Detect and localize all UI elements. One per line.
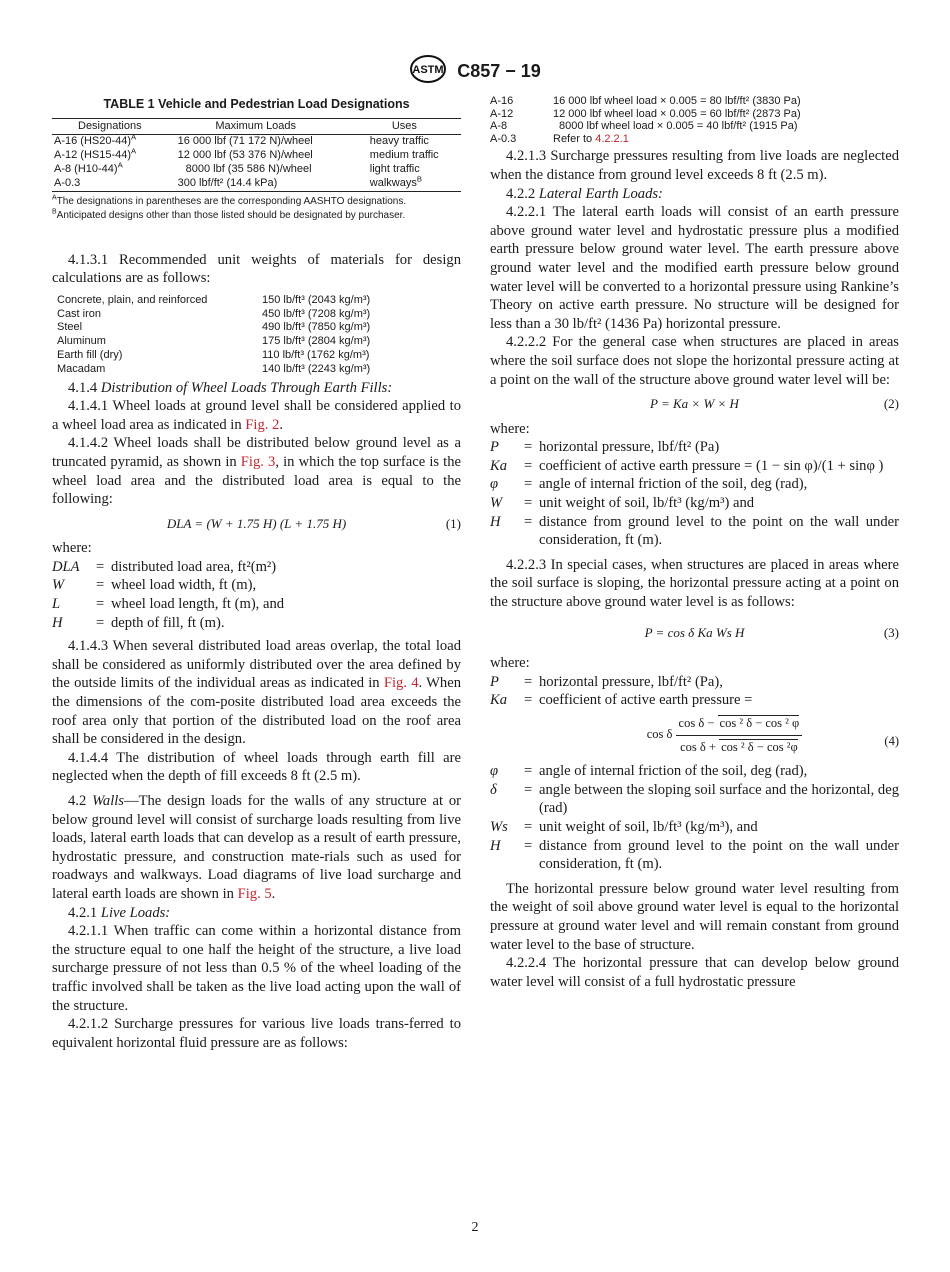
table-row (52, 177, 461, 191)
definition-row: H = distance from ground level to the point on the wall under consideration, ft (m). (490, 513, 899, 549)
paragraph-4-2-1-1: 4.2.1.1 When traffic can come within a horizontal distance from the structure equal to one half the height of the structure, a live load surcharge pressure of not less than 0.5 % of the wheel loading of the traffic involved shall be taken as the live load acting upon the wall of the structure. (52, 923, 461, 1014)
paragraph-4-2-2-2: 4.2.2.2 For the general case when structures are placed in areas where the soil surface does not slope the horizontal pressure acting at a point on the wall of the structure above ground water level will be: (490, 334, 899, 388)
footnote-mark: A (52, 194, 57, 202)
fig-2-link[interactable]: Fig. 2 (245, 416, 280, 433)
table-row (57, 335, 397, 349)
table-cell: 8000 lbf wheel load × 0.005 = 40 lbf/ft² (1915 Pa) (559, 120, 798, 133)
page-header (0, 54, 950, 89)
paragraph-4-1-4-1: 4.1.4.1 Wheel loads at ground level shall be considered applied to a wheel load area as indicated in Fig. 2. (52, 398, 461, 433)
table-header: Uses (348, 118, 461, 135)
table-cell: walkways (369, 176, 417, 189)
fig-4-link[interactable]: Fig. 4 (383, 675, 419, 692)
paragraph-4-2-2-4: 4.2.2.4 The horizontal pressure that can develop below ground water level will consist of a full hydrostatic pressure (490, 955, 899, 990)
table-cell: 450 lb/ft³ (7208 kg/m³) (262, 307, 371, 320)
definitions-3b (490, 762, 899, 874)
table-cell: 150 lb/ft³ (2043 kg/m³) (262, 293, 371, 306)
paragraph-4-2: 4.2 Walls—The design loads for the walls of any structure at or below ground level will consist of surcharge loads resulting from live loads, lateral earth loads that can develop as a result of earth pressure, hydrostatic pressure, and construction mate-rials such as used for roadways and walkways. Load diagrams of live load surcharge and lateral earth loads are shown in Fig. 5. (52, 793, 461, 902)
equation-number: (1) (445, 515, 461, 531)
table-row (490, 120, 801, 133)
equation-1: DLA = (W + 1.75 H) (L + 1.75 H) (1) (52, 515, 461, 534)
definition-row: DLA = distributed load area, ft²(m²) (52, 558, 277, 575)
table-row (57, 363, 397, 377)
definition-row: H = depth of fill, ft (m). (52, 614, 225, 631)
equation-2: P = Ka × W × H (2) (490, 395, 899, 414)
paragraph-4-2-1-3: 4.2.1.3 Surcharge pressures resulting from live loads are neglected when the distance from ground level exceeds 8 ft (2.5 m). (490, 148, 899, 183)
table-cell: A-16 (HS20-44) (54, 135, 132, 148)
table-cell: 16 000 lbf (71 172 N)/wheel (177, 135, 313, 148)
materials-table (57, 294, 397, 377)
table-cell: A-16 (490, 95, 514, 107)
table-cell: 12 000 lbf (53 376 N)/wheel (177, 149, 313, 162)
paragraph-4-1-4-4: 4.1.4.4 The distribution of wheel loads through earth fill are neglected when the depth of fill exceeds 8 ft (2.5 m). (52, 749, 461, 785)
table-cell: heavy traffic (369, 135, 429, 148)
table-row (57, 308, 397, 322)
table-row (52, 135, 461, 149)
table-cell: 490 lb/ft³ (7850 kg/m³) (262, 321, 371, 334)
table-row (52, 149, 461, 163)
definition-row: P = horizontal pressure, lbf/ft² (Pa), (490, 673, 723, 690)
footnote-text: The designations in parentheses are the corresponding AASHTO designations. (56, 195, 407, 207)
definitions-3a (490, 673, 899, 710)
table-row (490, 108, 801, 121)
page-number: 2 (471, 1220, 479, 1235)
table-cell: light traffic (369, 162, 420, 175)
document-designation: C857 − 19 (457, 61, 541, 81)
heading-4-2-2: 4.2.2 Lateral Earth Loads: (506, 185, 663, 202)
equation-number: (4) (884, 734, 899, 748)
equation-4: cos δ $\frac{\text{cos δ − cos ² δ − cos ² φ}}{\text{cos δ + cos ² δ − cos ²φ}}$ (4) (646, 716, 899, 754)
definition-row: δ = angle between the sloping soil surface and the horizontal, deg (rad) (490, 781, 899, 817)
table-header: Maximum Loads (164, 118, 348, 135)
live-load-surcharge-table (490, 95, 801, 145)
table-row (57, 349, 397, 363)
table-cell: 300 lbf/ft² (14.4 kPa) (164, 177, 348, 191)
definition-row: φ = angle of internal friction of the soil, deg (rad), (490, 476, 808, 493)
definitions-2 (490, 438, 899, 550)
definition-row: Ka = coefficient of active earth pressure = (1 − sin φ)/(1 + sinφ ) (490, 457, 884, 474)
paragraph-4-1-3-1: 4.1.3.1 Recommended unit weights of materials for design calculations are as follows: (52, 251, 461, 287)
definition-row: P = horizontal pressure, lbf/ft² (Pa) (490, 439, 720, 456)
definition-row: H = distance from ground level to the point on the wall under consideration, ft (m). (490, 837, 899, 873)
heading-4-1-4: 4.1.4 Distribution of Wheel Loads Through Earth Fills: (68, 379, 393, 396)
table-cell: 8000 lbf (35 586 N)/wheel (185, 162, 312, 175)
table-cell: Cast iron (57, 307, 102, 320)
equation-3: P = cos δ Ka Ws H (3) (490, 624, 899, 643)
table-cell: Refer to (553, 132, 593, 145)
table-cell: A-12 (490, 107, 514, 120)
table-cell: A-8 (490, 120, 508, 133)
table-cell: Aluminum (57, 335, 106, 348)
footnote-mark: B (52, 208, 57, 216)
right-column (490, 95, 899, 991)
table-header: Designations (52, 118, 164, 135)
table-row (490, 95, 801, 108)
definition-row: W = wheel load width, ft (m), (52, 577, 257, 594)
definitions-1 (52, 558, 461, 632)
where-label: where: (490, 655, 530, 672)
table-cell: A-0.3 (490, 132, 517, 145)
where-label: where: (490, 420, 530, 437)
where-label: where: (52, 540, 92, 557)
table-cell: A-8 (H10-44) (54, 162, 118, 175)
definition-row: W = unit weight of soil, lb/ft³ (kg/m³) and (490, 495, 755, 512)
left-column (52, 95, 461, 1052)
table-cell: 12 000 lbf wheel load × 0.005 = 60 lbf/ft² (2873 Pa) (553, 107, 801, 120)
table-cell: 175 lb/ft³ (2804 kg/m³) (262, 335, 371, 348)
table-cell: Concrete, plain, and reinforced (57, 293, 208, 306)
footnote-mark: B (416, 174, 423, 184)
equation-number: (3) (883, 624, 899, 640)
heading-4-2-1: 4.2.1 Live Loads: (68, 904, 171, 921)
table-row (57, 321, 397, 335)
table-row (52, 163, 461, 177)
definition-row: Ws = unit weight of soil, lb/ft³ (kg/m³), and (490, 818, 758, 835)
table-cell: 140 lb/ft³ (2243 kg/m³) (262, 362, 371, 375)
table-cell: A-0.3 (52, 177, 164, 191)
section-4-2-2-1-link[interactable]: 4.2.2.1 (595, 132, 629, 145)
table-row (490, 133, 801, 146)
paragraph-4-2-2-1: 4.2.2.1 The lateral earth loads will consist of an earth pressure above ground water level and hydrostatic pressure plus a modified earth pressure below ground water level. The earth pressure above ground water level and the modified earth pressure below ground water level will be converted to a horizontal pressure using Rankine’s Theory on active earth pressure. No structure will be designed for less than a 30 lb/ft² (1436 Pa) horizontal pressure. (490, 204, 899, 332)
table-cell: Macadam (57, 362, 106, 375)
table-cell: A-12 (HS15-44) (54, 149, 132, 162)
table-cell: 16 000 lbf wheel load × 0.005 = 80 lbf/ft² (3830 Pa) (553, 95, 801, 107)
table-1-title: TABLE 1 Vehicle and Pedestrian Load Designations (103, 97, 410, 111)
paragraph-below-water: The horizontal pressure below ground water level resulting from the weight of soil above ground water level is equal to the horizontal pressure at ground water level and will remain constant from ground water level to the base of structure. (490, 880, 899, 953)
footnote-mark: A (131, 132, 137, 142)
table-cell: 110 lb/ft³ (1762 kg/m³) (262, 348, 370, 361)
definition-row: Ka = coefficient of active earth pressure = (490, 692, 753, 709)
astm-logo (409, 54, 447, 89)
fig-5-link[interactable]: Fig. 5 (237, 885, 272, 902)
footnote-mark: A (117, 160, 123, 170)
definition-row: L = wheel load length, ft (m), and (52, 596, 285, 613)
definition-row: φ = angle of internal friction of the soil, deg (rad), (490, 763, 808, 780)
paragraph-4-1-4-3: 4.1.4.3 When several distributed load areas overlap, the total load shall be considered as uniformly distributed over the area defined by the outside limits of the individual areas as indicated in Fig. 4. When the dimensions of the com-posite distributed load area exceeds the roof area only that portion of the distributed load on the roof area shall be considered in the design. (52, 638, 461, 748)
fig-3-link[interactable]: Fig. 3 (240, 453, 276, 470)
table-cell: Earth fill (dry) (57, 348, 123, 361)
table-1 (52, 118, 461, 192)
table-cell: Steel (57, 321, 83, 334)
paragraph-4-2-1-2: 4.2.1.2 Surcharge pressures for various live loads trans-ferred to equivalent horizontal fluid pressure are as follows: (52, 1016, 461, 1051)
footnote-text: Anticipated designs other than those listed should be designated by purchaser. (56, 209, 406, 221)
paragraph-4-2-2-3: 4.2.2.3 In special cases, when structures are placed in areas where the soil surface is sloping, the horizontal pressure acting at a point on the structure above ground water level is as follows: (490, 556, 899, 611)
table-cell: medium traffic (369, 149, 439, 162)
table-footnotes (52, 195, 461, 223)
table-row (57, 294, 397, 308)
svg-text:ASTM: ASTM (412, 64, 444, 76)
equation-number: (2) (883, 396, 899, 412)
footnote-mark: A (131, 146, 137, 156)
paragraph-4-1-4-2: 4.1.4.2 Wheel loads shall be distributed below ground level as a truncated pyramid, as shown in Fig. 3, in which the top surface is the wheel load area and the distributed load area is equal to the following: (52, 435, 462, 508)
